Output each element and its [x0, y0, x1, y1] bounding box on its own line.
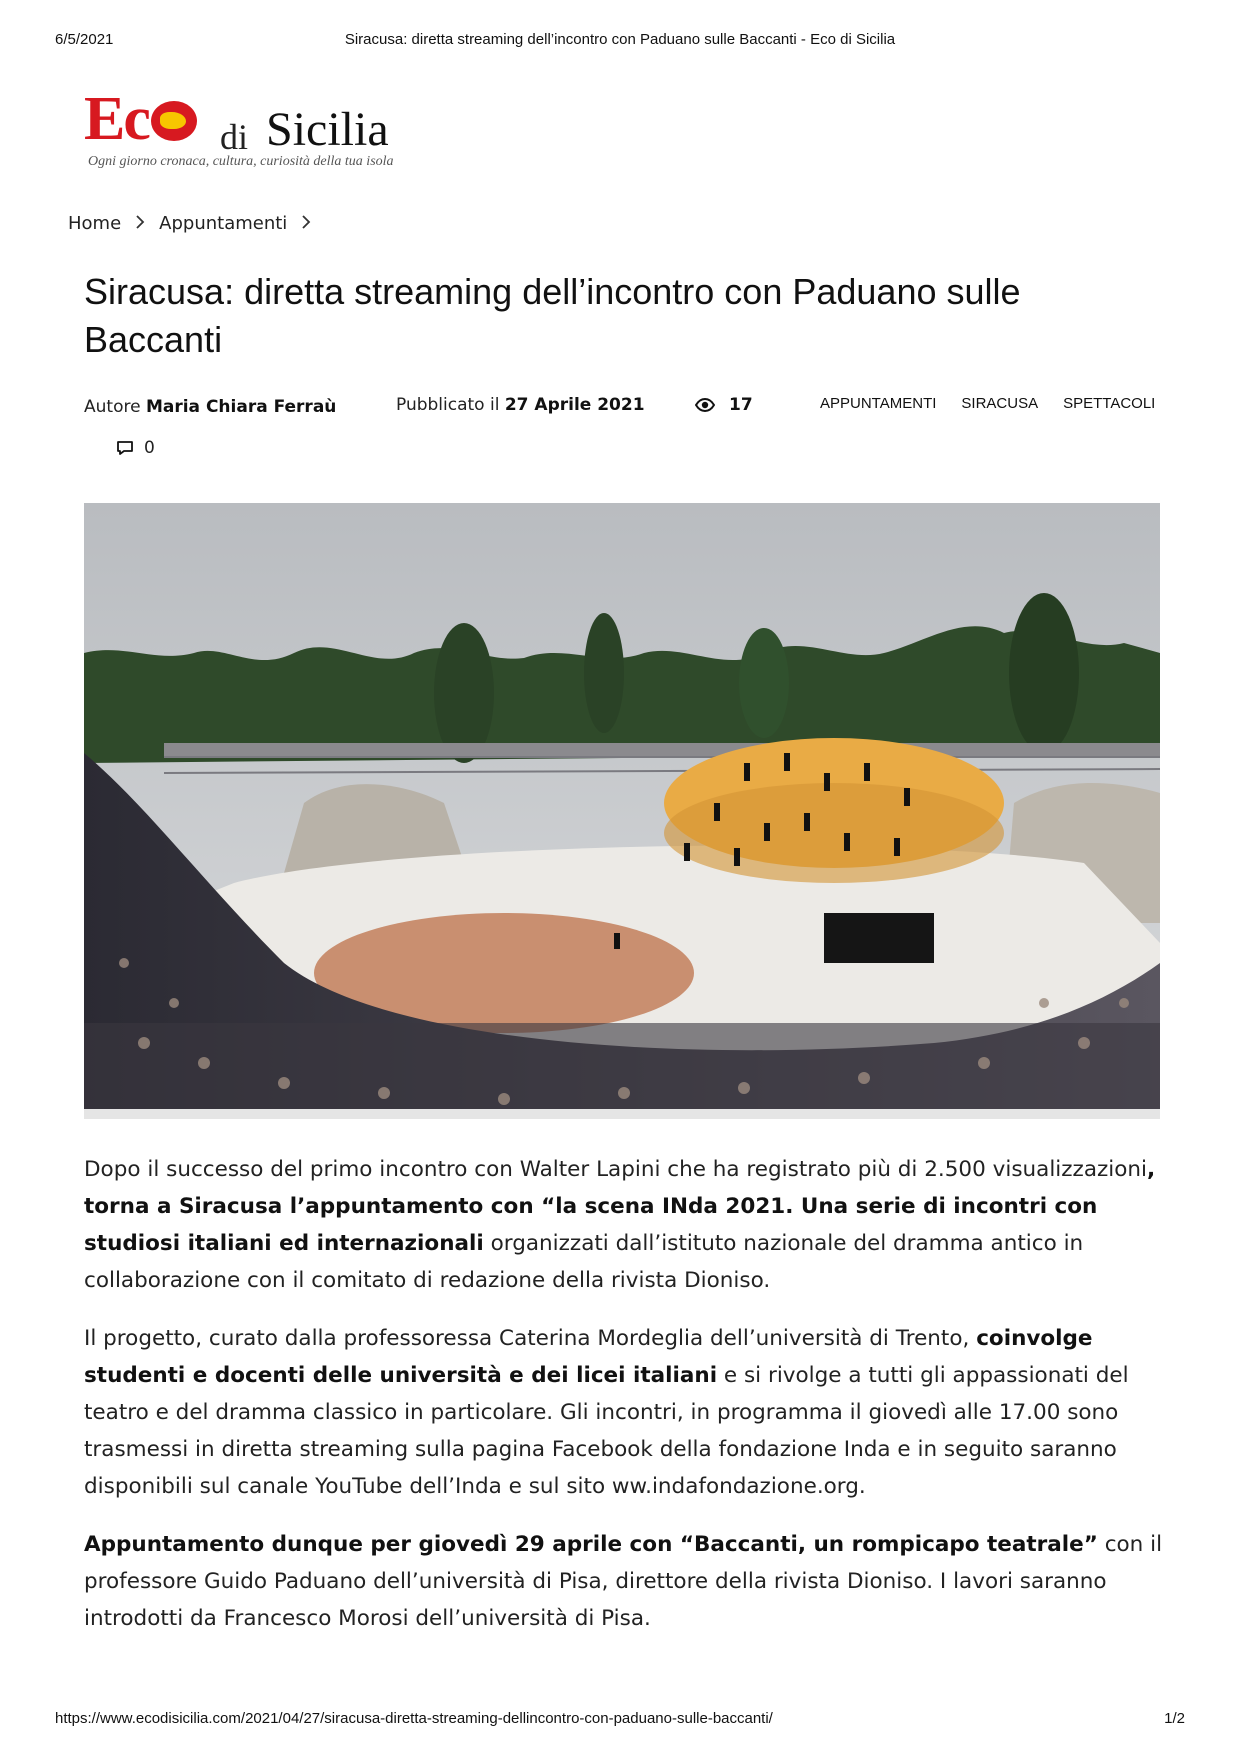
p2-text-c: e si rivolge a tutti gli appassionati del teatro e del dramma classico in particolare. Gli incontri, in programma il giovedì alle 17.00 sono trasmessi in diretta streaming sulla pagina Facebook della fondazione Inda e in seguito saranno disponibili sul canale YouTube dell’Inda e sul sito ww.indafondazione.org. [84, 1363, 1129, 1499]
breadcrumb [68, 213, 325, 234]
paragraph-2 [84, 1320, 1164, 1505]
tag-siracusa[interactable]: SIRACUSA [961, 395, 1039, 412]
tag-appuntamenti[interactable]: APPUNTAMENTI [820, 395, 937, 412]
logo-sicilia: Sicilia [266, 103, 389, 156]
logo-di: di [220, 117, 249, 157]
greek-theatre-photo [84, 503, 1160, 1119]
comments-icon [116, 440, 134, 456]
article-hero-image [84, 503, 1160, 1119]
paragraph-3 [84, 1526, 1164, 1637]
article-author [84, 397, 336, 417]
breadcrumb-home[interactable]: Home [68, 213, 122, 234]
p3-bold: Appuntamento dunque per giovedì 29 aprile con “Baccanti, un rompicapo teatrale” [84, 1532, 1098, 1557]
print-date: 6/5/2021 [55, 31, 114, 48]
sicily-island-icon [151, 101, 197, 141]
p1-text-a: Dopo il successo del primo incontro con Walter Lapini che ha registrato più di 2.500 visualizzazioni [84, 1157, 1148, 1182]
author-label: Autore [84, 397, 141, 417]
article-date [396, 395, 645, 415]
p2-text-a: Il progetto, curato dalla professoressa Caterina Mordeglia dell’università di Trento, [84, 1326, 977, 1351]
print-page-title: Siracusa: diretta streaming dell’incontro con Paduano sulle Baccanti - Eco di Sicilia [344, 31, 896, 48]
article-body [84, 1151, 1164, 1658]
p3-text-b: con il professore Guido Paduano dell’università di Pisa, direttore della rivista Dioniso. I lavori saranno introdotti da Francesco Morosi dell’università di Pisa. [84, 1532, 1163, 1631]
view-count-value: 17 [729, 395, 753, 415]
comment-count[interactable] [116, 438, 155, 458]
paragraph-1 [84, 1151, 1164, 1299]
site-logo[interactable] [84, 85, 414, 172]
view-count [695, 395, 753, 415]
breadcrumb-appuntamenti[interactable]: Appuntamenti [159, 213, 288, 234]
logo-tagline: Ogni giorno cronaca, cultura, curiosità della tua isola [88, 154, 394, 169]
logo-eco-text: Ec [84, 85, 149, 153]
article-tags [820, 395, 1155, 412]
published-date: 27 Aprile 2021 [504, 395, 645, 415]
comment-count-value: 0 [144, 438, 155, 458]
print-page-number: 1/2 [1164, 1710, 1185, 1727]
author-name[interactable]: Maria Chiara Ferraù [145, 397, 337, 417]
logo-eco-mark [84, 85, 197, 153]
print-url[interactable]: https://www.ecodisicilia.com/2021/04/27/siracusa-diretta-streaming-dellincontro-con-paduano-sulle-baccanti/ [55, 1710, 773, 1727]
p1-bold: , torna a Siracusa l’appuntamento con “la scena INda 2021. Una serie di incontri con studiosi italiani ed internazionali [84, 1157, 1156, 1256]
chevron-right-icon [135, 214, 145, 233]
eye-icon [695, 398, 715, 412]
tag-spettacoli[interactable]: SPETTACOLI [1063, 395, 1156, 412]
chevron-right-icon [301, 214, 311, 233]
p2-bold: coinvolge studenti e docenti delle università e dei licei italiani [84, 1326, 1093, 1388]
article-title: Siracusa: diretta streaming dell’incontro con Paduano sulle Baccanti [84, 271, 1021, 360]
p1-text-c: organizzati dall’istituto nazionale del dramma antico in collaborazione con il comitato di redazione della rivista Dioniso. [84, 1231, 1084, 1293]
published-label: Pubblicato il [396, 395, 500, 415]
